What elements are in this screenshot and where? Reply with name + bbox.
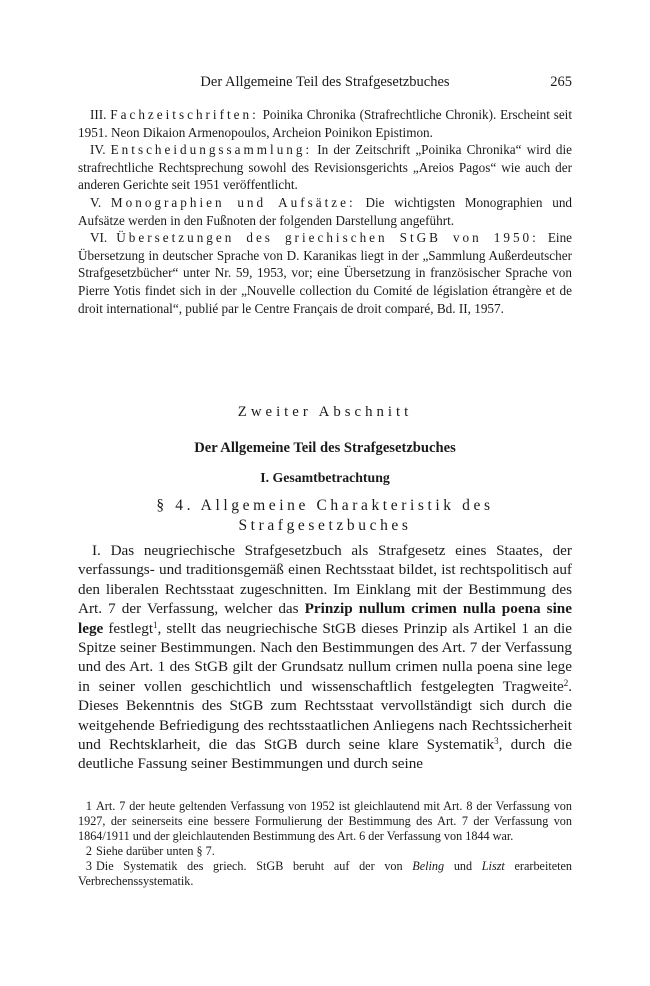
footnote-text-c: erarbeiteten Verbrechenssystematik. [78,858,573,888]
paragraph-title-line-2: Strafgesetzbuches [238,517,412,534]
entry-text: In der Zeitschrift „Poinika Chronika“ wird die strafrechtliche Rechtsprechung sowohl des Revisionsgerichts „Areios Pagos“ wie auch der anderen Gerichte seit 1951 veröffentlicht. [78,142,573,193]
entry-number: IV. [90,142,106,158]
entry-text: Poinika Chronika (Strafrechtliche Chronik). Erscheint seit 1951. Neon Dikaion Armenopoulos, Archeion Poinikon Epistimon. [78,107,573,140]
source-entry-6 [78,229,572,317]
body-text-a: I. Das neugriechische Strafgesetzbuch als Strafgesetz eines Staates, der verfassungs- und traditionsgemäß einen Rechtsstaat bildet, ist rechtspolitisch auf den liberalen Rechtsstaat zugeschnitten. Im Einklang mit der Bestimmung des Art. 7 der Verfassung, welcher das [78,542,572,618]
footnote-mark: 3 [85,858,92,873]
running-header [78,74,572,94]
sources-list [78,106,572,317]
paragraph-title-line-1: § 4. Allgemeine Charakteristik des [156,497,494,514]
footnote-ref-1[interactable]: 1 [153,619,158,630]
footnote-mark: 1 [85,799,92,813]
footnote-text: Art. 7 der heute geltenden Verfassung von 1952 ist gleichlautend mit Art. 8 der Verfassung von 1927, der seinerseits eine bessere Formulierung der Bestimmung des Art. 7 der Verfassung von 1864/1911 und der gleichlautenden Bestimmung des Art. 6 der Verfassung von 1844 war. [78,799,572,843]
body-text-c: , stellt das neugriechische StGB dieses Prinzip als Artikel 1 an die Spitze seiner Bestimmungen. Nach den Bestimmungen des Art. 7 der Verfassung und des Art. 1 des StGB gilt der Grundsatz nullum crimen nulla poena sine lege in seiner vollen geschichtlich und wissenschaftlich festgelegten Tragweite [78,619,572,695]
running-title: Der Allgemeine Teil des Strafgesetzbuches [200,74,450,90]
entry-heading: Fachzeitschriften: [110,107,259,122]
footnote-text: Siehe darüber unten § 7. [96,843,215,858]
entry-number: III. [90,107,107,122]
paragraph-title [78,496,572,536]
footnote-3 [78,859,572,889]
source-entry-4 [78,141,572,194]
author-name: Liszt [481,858,505,873]
footnote-ref-2[interactable]: 2 [563,677,569,688]
footnote-2 [78,844,572,859]
entry-number: VI. [90,230,108,246]
footnote-text-a: Die Systematik des griech. StGB beruht auf der von [96,858,403,873]
body-text-e: , durch die deutliche Fassung seiner Bestimmungen und durch seine [78,736,572,773]
body-paragraph [78,541,572,774]
source-entry-3 [78,106,572,141]
source-entry-5 [78,194,572,229]
entry-heading: Monographien und Aufsätze: [110,194,356,210]
footnote-ref-3[interactable]: 3 [494,736,499,747]
entry-heading: Übersetzungen des griechischen StGB von 1950: [116,230,539,246]
footnote-mark: 2 [85,843,92,858]
entry-text: Die wichtigsten Monographien und Aufsätze werden in den Fußnoten der folgenden Darstellung angeführt. [78,194,573,228]
entry-text: Eine Übersetzung in deutscher Sprache von D. Karanikas liegt in der „Sammlung Außerdeutscher Strafgesetzbücher“ unter Nr. 59, 1953, vor; eine Übersetzung in französischer Sprache von Pierre Yotis findet sich in der „Nouvelle collection du Comité de législation étrangère et de droit international“, publié par le Centre Français de droit comparé, Bd. II, 1957. [78,230,573,316]
footnote-1 [78,799,572,844]
part-title: Der Allgemeine Teil des Strafgesetzbuches [194,440,456,456]
principle-emphasis: Prinzip nullum crimen nulla poena sine lege [78,600,572,637]
footnote-text-b: und [453,858,473,873]
entry-number: V. [90,194,102,210]
body-text-d: . Dieses Bekenntnis des StGB zum Rechtsstaat vervollständigt sich durch die weitgehende Befriedigung des rechtsstaatlichen Anliegens nach Rechtssicherheit und Rechtsklarheit, die das StGB durch seine klare Systematik [78,677,572,754]
footnotes [78,799,572,888]
body-text-b: festlegt [108,619,154,637]
subsection-title: I. Gesamtbetrachtung [260,470,390,485]
author-name: Beling [412,858,445,873]
section-heading: Zweiter Abschnitt [237,404,413,420]
entry-heading: Entscheidungssammlung: [110,142,313,158]
page-number: 265 [550,74,572,90]
